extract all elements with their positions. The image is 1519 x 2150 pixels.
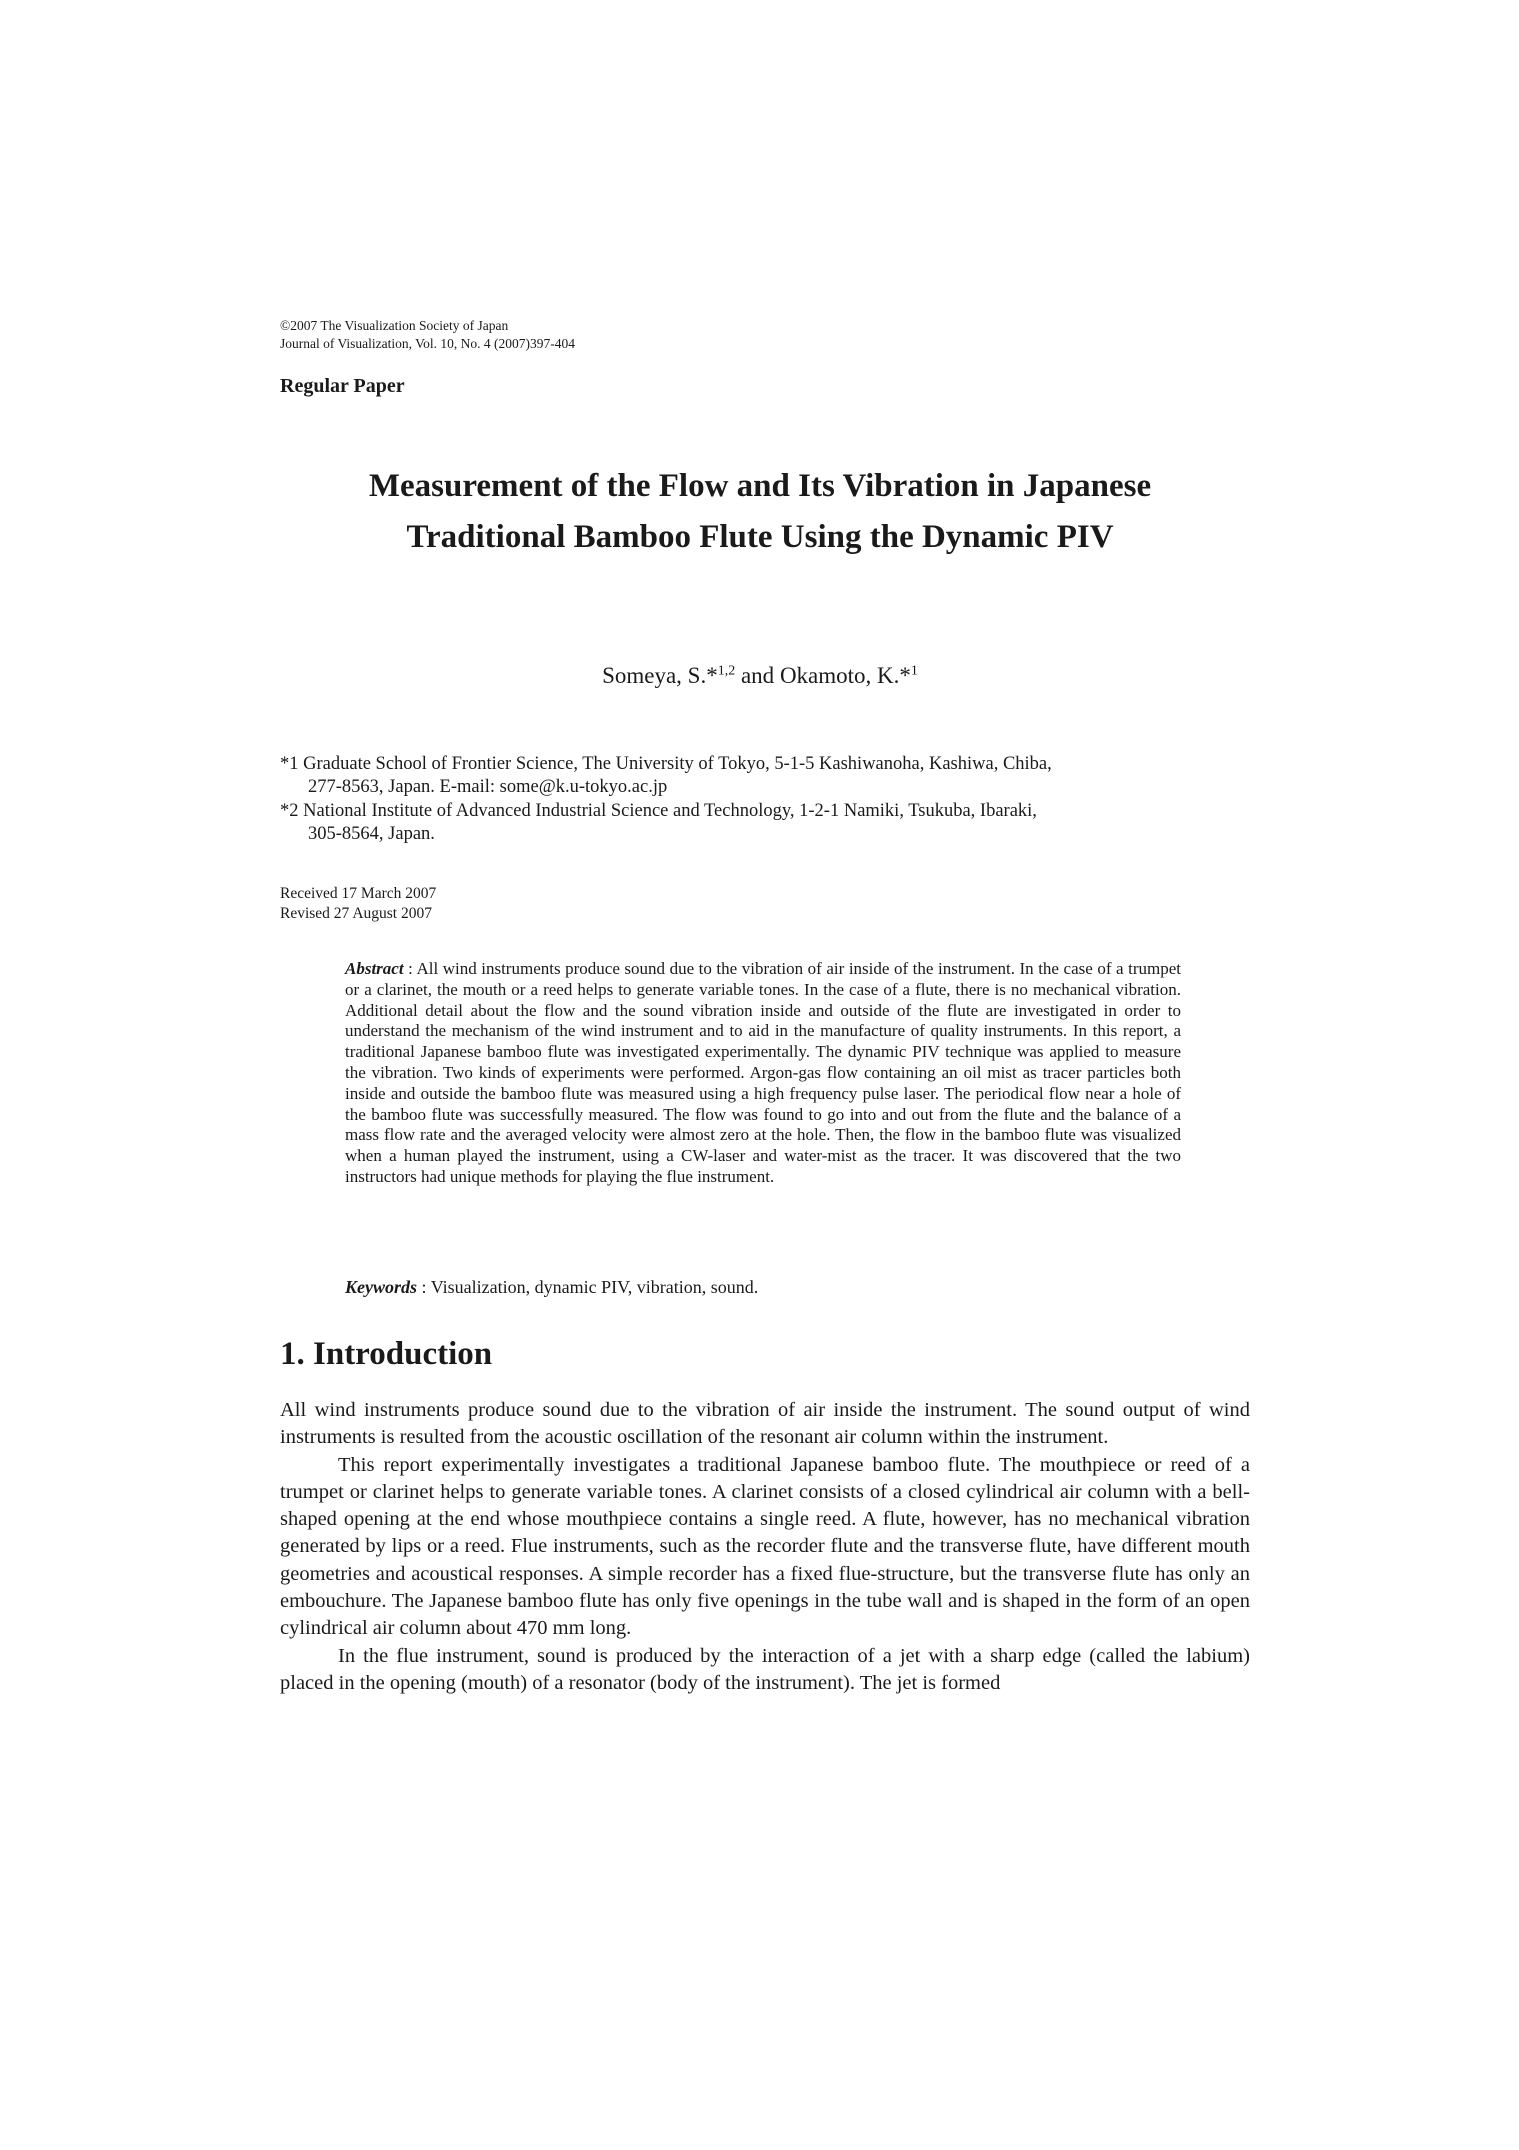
author-2: Okamoto, K.* xyxy=(779,663,911,688)
keywords xyxy=(345,1277,1181,1298)
author-conjunction: and xyxy=(735,663,780,688)
abstract-label: Abstract xyxy=(345,959,404,978)
revised-date: Revised 27 August 2007 xyxy=(280,905,432,922)
affiliation-2-line-2: 305-8564, Japan. xyxy=(308,824,435,844)
journal-citation: Journal of Visualization, Vol. 10, No. 4 (2007)397-404 xyxy=(280,336,576,351)
paper-title xyxy=(230,461,1290,563)
abstract-separator: : xyxy=(403,959,417,978)
received-date: Received 17 March 2007 xyxy=(280,885,437,902)
title-line-2: Traditional Bamboo Flute Using the Dynamic PIV xyxy=(406,519,1114,555)
affiliation-2-line-1: *2 National Institute of Advanced Industrial Science and Technology, 1-2-1 Namiki, Tsukuba, Ibaraki, xyxy=(280,801,1037,821)
keywords-separator: : xyxy=(417,1277,431,1297)
author-list xyxy=(230,663,1290,689)
affiliation-2 xyxy=(280,800,1250,846)
introduction-body xyxy=(280,1397,1250,1697)
affiliation-1-line-1: *1 Graduate School of Frontier Science, The University of Tokyo, 5-1-5 Kashiwanoha, Kashiwa, Chiba, xyxy=(280,754,1052,774)
abstract-text: All wind instruments produce sound due to the vibration of air inside of the instrument. In the case of a trumpet or a clarinet, the mouth or a reed helps to generate variable tones. In the case of a flute, there is no mechanical vibration. Additional detail about the flow and the sound vibration inside and outside of the flute are investigated in order to understand the mechanism of the wind instrument and to aid in the manufacture of quality instruments. In this report, a traditional Japanese bamboo flute was investigated experimentally. The dynamic PIV technique was applied to measure the vibration. Two kinds of experiments were performed. Argon-gas flow containing an oil mist as tracer particles both inside and outside the bamboo flute was measured using a high frequency pulse laser. The periodical flow near a hole of the bamboo flute was successfully measured. The flow was found to go into and out from the flute and the balance of a mass flow rate and the averaged velocity were almost zero at the hole. Then, the flow in the bamboo flute was visualized when a human played the instrument, using a CW-laser and water-mist as the tracer. It was discovered that the two instructors had unique methods for playing the flue instrument. xyxy=(345,959,1181,1186)
author-1: Someya, S.* xyxy=(602,663,718,688)
paragraph: This report experimentally investigates a traditional Japanese bamboo flute. The mouthpiece or reed of a trumpet or clarinet helps to generate variable tones. A clarinet consists of a closed cylindrical air column with a bell-shaped opening at the end whose mouthpiece contains a single reed. A flute, however, has no mechanical vibration generated by lips or a reed. Flue instruments, such as the recorder flute and the transverse flute, have different mouth geometries and acoustical responses. A simple recorder has a fixed flue-structure, but the transverse flute has only an embouchure. The Japanese bamboo flute has only five openings in the tube wall and is shaped in the form of an open cylindrical air column about 470 mm long. xyxy=(280,1453,1250,1640)
author-1-affiliation-mark: 1,2 xyxy=(717,663,736,679)
affiliation-1-line-2: 277-8563, Japan. E-mail: some@k.u-tokyo.ac.jp xyxy=(308,777,668,797)
author-2-affiliation-mark: 1 xyxy=(910,663,918,679)
copyright-line: ©2007 The Visualization Society of Japan xyxy=(280,318,509,333)
keywords-label: Keywords xyxy=(345,1277,417,1297)
paper-type: Regular Paper xyxy=(280,375,405,397)
keywords-text: Visualization, dynamic PIV, vibration, sound. xyxy=(430,1277,759,1297)
paragraph: In the flue instrument, sound is produced by the interaction of a jet with a sharp edge (called the labium) placed in the opening (mouth) of a resonator (body of the instrument). The jet is formed xyxy=(280,1644,1250,1694)
title-line-1: Measurement of the Flow and Its Vibration in Japanese xyxy=(368,468,1152,504)
paragraph: All wind instruments produce sound due to the vibration of air inside the instrument. The sound output of wind instruments is resulted from the acoustic oscillation of the resonant air column within the instrument. xyxy=(280,1399,1250,1449)
abstract xyxy=(345,959,1181,1188)
section-heading: 1. Introduction xyxy=(280,1336,493,1372)
affiliation-1 xyxy=(280,753,1250,799)
